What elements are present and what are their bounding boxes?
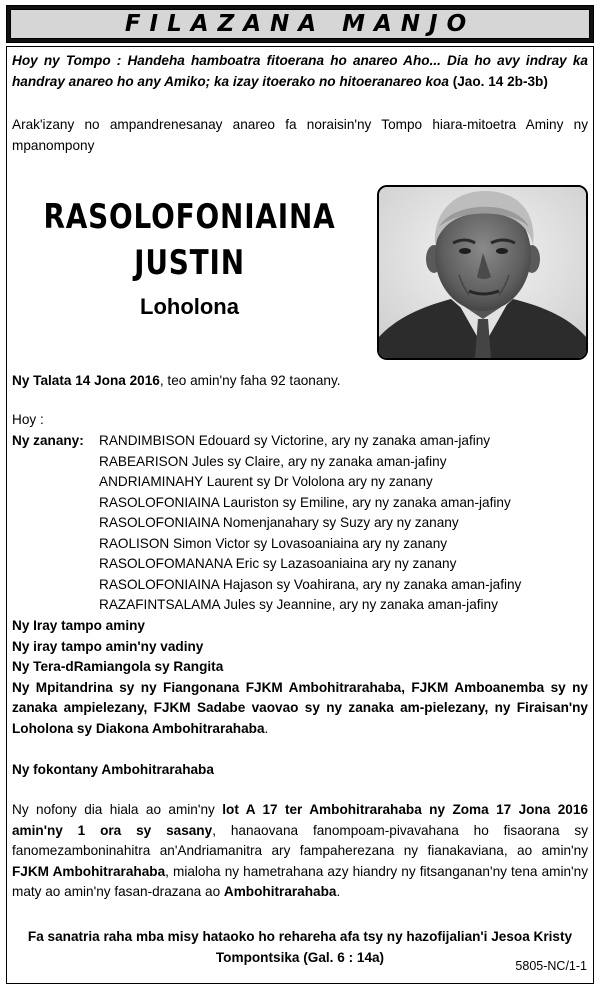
children-label-row bbox=[12, 431, 84, 452]
funeral-text-1: Ny nofony dia hiala ao amin'ny bbox=[12, 802, 223, 817]
verse-reference: (Jao. 14 2b-3b) bbox=[452, 73, 548, 89]
child-item: RABEARISON Jules sy Claire, ary ny zanaka aman-jafiny bbox=[99, 453, 447, 469]
death-date: Ny Talata 14 Jona 2016 bbox=[12, 373, 160, 388]
bible-verse bbox=[12, 51, 588, 92]
child-item: ANDRIAMINAHY Laurent sy Dr Vololona ary ny zanany bbox=[99, 474, 433, 489]
funeral-text-2: , hanaovana fanompoam-pivavahana ho fisaorana sy fanomezamboninahitra an'Andriamanitra ary fampaherezana ny fianakaviana, ao amin'ny bbox=[12, 822, 588, 858]
ad-code: 5805-NC/1-1 bbox=[515, 959, 587, 973]
child-item: RASOLOFONIAINA Hajason sy Voahirana, ary ny zanaka aman-jafiny bbox=[99, 576, 522, 592]
church-end: . bbox=[264, 720, 269, 736]
church-paragraph bbox=[12, 678, 588, 740]
deceased-given-name: JUSTIN bbox=[134, 243, 245, 283]
funeral-text-4: . bbox=[336, 884, 341, 899]
closing-verse-line1: Fa sanatria raha mba misy hataoko ho rehareha afa tsy ny hazofijalian'i Jesoa Kristy bbox=[27, 929, 573, 944]
fokontany-line: Ny fokontany Ambohitrarahaba bbox=[12, 762, 214, 777]
closing-verse-line2: Tompontsika (Gal. 6 : 14a) bbox=[215, 950, 385, 965]
child-item: RASOLOFONIAINA Lauriston sy Emiline, ary ny zanaka aman-jafiny bbox=[99, 494, 511, 510]
hoy-label: Hoy : bbox=[12, 412, 44, 427]
funeral-text-3: , mialoha ny hametrahana azy hiandry ny fitsanganan'ny tena amin'ny maty ao amin'ny fasan-drazana ao bbox=[12, 863, 588, 899]
funeral-church: FJKM Ambohitrarahaba bbox=[12, 863, 166, 879]
portrait-illustration bbox=[379, 187, 586, 358]
notice-frame bbox=[6, 46, 594, 984]
child-item: RASOLOFONIAINA Nomenjanahary sy Suzy ary ny zanany bbox=[99, 515, 459, 530]
relatives-item: Ny iray tampo amin'ny vadiny bbox=[12, 638, 204, 654]
verse-text: Hoy ny Tompo : Handeha hamboatra fitoerana ho anareo Aho... Dia ho avy indray ka handray anareo ho any Amiko; ka izay itoerako no hitoeranareo koa bbox=[12, 53, 588, 89]
child-item: RASOLOFOMANANA Eric sy Lazasoaniaina ary ny zanany bbox=[99, 556, 457, 571]
intro-text: Arak'izany no ampandrenesanay anareo fa noraisin'ny Tompo hiara-mitoetra Aminy ny mpanompony bbox=[12, 117, 588, 153]
children-colon: : bbox=[79, 433, 84, 448]
child-item: RAOLISON Simon Victor sy Lovasoaniaina ary ny zanany bbox=[99, 535, 448, 551]
header-inner bbox=[10, 9, 590, 39]
children-label: Ny zanany bbox=[12, 433, 80, 448]
portrait-photo bbox=[377, 185, 588, 360]
deceased-surname: RASOLOFONIAINA bbox=[43, 197, 336, 237]
funeral-paragraph bbox=[12, 800, 588, 903]
church-text: Ny Mpitandrina sy ny Fiangonana FJKM Ambohitrarahaba, FJKM Amboanemba sy ny zanaka ampielezany, FJKM Sadabe vaovao sy ny zanaka am-pielezany, ny Firaisan'ny Loholona sy Diakona Ambohitrarahaba bbox=[12, 679, 588, 736]
funeral-tomb-place: Ambohitrarahaba bbox=[223, 884, 337, 899]
child-item: RAZAFINTSALAMA Jules sy Jeannine, ary ny zanaka aman-jafiny bbox=[99, 597, 498, 612]
child-item: RANDIMBISON Edouard sy Victorine, ary ny zanaka aman-jafiny bbox=[99, 433, 491, 448]
relatives-item: Ny Iray tampo aminy bbox=[12, 618, 145, 633]
death-age: , teo amin'ny faha 92 taonany. bbox=[159, 373, 341, 388]
deceased-title: Loholona bbox=[140, 294, 239, 319]
header-banner bbox=[6, 5, 594, 43]
funeral-location-time: lot A 17 ter Ambohitrarahaba ny Zoma 17 Jona 2016 amin'ny 1 ora sy sasany bbox=[12, 802, 588, 838]
relatives-item: Ny Tera-dRamiangola sy Rangita bbox=[12, 659, 224, 674]
page-title: FILAZANA MANJO bbox=[124, 11, 476, 37]
death-date-line bbox=[12, 371, 341, 392]
